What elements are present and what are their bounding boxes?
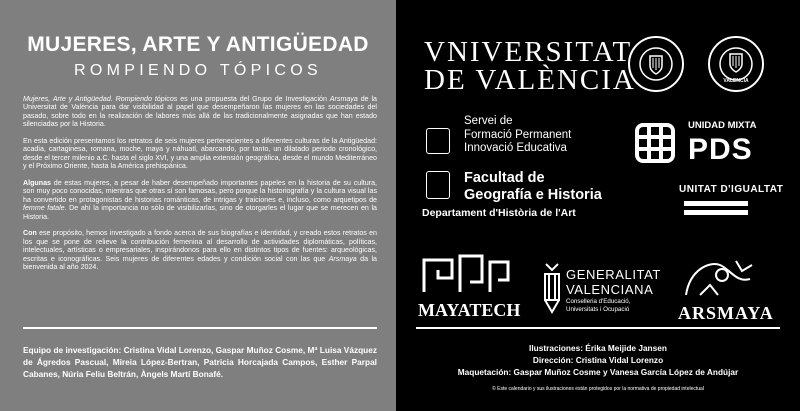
faculty-logo [464, 170, 602, 204]
credit-direction: Dirección: Cristina Vidal Lorenzo [532, 355, 664, 365]
faculty-line: Geografía e Historia [464, 187, 602, 203]
paragraph-3 [23, 179, 377, 221]
unitat-igualtat-logo: UNITAT D'IGUALTAT [679, 184, 784, 195]
faculty-icon [426, 171, 450, 199]
text: ese propósito, hemos investigado a fondo acerca de sus biografías e identidad, y creado estos retratos en los que se pone de relieve la contribución femenina al desarrollo de actividades diplomáticas, políticas, intelectuales, artísticas o empresariales, inspirándonos para ello en distintos tipos de fuentes: arqueológicas, escritas e iconográficas. Seis mujeres de diferentes edades y condición social con las que [23, 229, 377, 263]
divider [23, 327, 377, 329]
text: da la bienvenida al año 2024. [23, 254, 377, 272]
italic-text: femme fatale [23, 204, 65, 213]
paragraph-1 [23, 95, 377, 129]
generalitat-emblem-icon [542, 262, 562, 319]
copyright-icon: © [492, 386, 498, 392]
subtitle: ROMPIENDO TÓPICOS [74, 62, 322, 79]
credit-layout: Maquetación: Gaspar Muñoz Cosme y Vanesa García López de Andújar [457, 367, 739, 377]
universitat-logo-line1: VNIVERSITAT [424, 36, 633, 68]
pds-knot-icon [632, 120, 678, 171]
faculty-line: Facultad de [464, 170, 545, 186]
italic-text: Arsmaya [328, 254, 357, 263]
mayatech-logo: MAYATECH [418, 300, 521, 320]
conselleria-line: Conselleria d'Educació, [566, 298, 631, 305]
generalitat-logo [566, 267, 661, 297]
right-panel [396, 0, 800, 411]
divider [416, 327, 780, 329]
copyright-notice [396, 386, 800, 392]
text: de estas mujeres, a pesar de haber desempeñado importantes papeles en la historia de su cultura, son muy poco conocidas, mientras que otras sí son famosas, pero porque la historiografía y la cultura visual las ha convertido en protagonistas de historias románticas, de intrigas y traiciones e, incluso, como arquetipos de [23, 179, 377, 204]
pds-heading: UNIDAD MIXTA [688, 120, 757, 131]
pds-logo: PDS [688, 133, 753, 166]
arsmaya-figure-icon [680, 255, 760, 306]
paragraph-2: En esta edición presentamos los retratos de seis mujeres pertenecientes a diferentes culturas de la Antigüedad: acadia, cartaginesa, romana, moche, maya y náhuatl, abarcando, por tanto, un dilatado periodo cronológico, desde el tercer milenio a.C. hasta el siglo XVI, y una amplia extensión geográfica, desde el mundo Mediterráneo y el Próximo Oriente, hasta la América prehispánica. [23, 137, 377, 171]
conselleria-name [566, 298, 630, 313]
equal-bar [684, 201, 748, 206]
mayatech-glyph-icon [420, 252, 512, 301]
research-team: Equipo de investigación: Cristina Vidal Lorenzo, Gaspar Muñoz Cosme, Mª Luisa Vázquez de Ágredos Pascual, Mireia López-Bertran, Patricia Horcajada Campos, Esther Parpal Cabanes, Núria Feliu Beltrán, Àngels Martí Bonafé. [23, 345, 377, 379]
text: es una propuesta del Grupo de Investigación [177, 95, 330, 103]
seal-2-icon [708, 36, 764, 92]
arsmaya-logo: ARSMAYA [678, 303, 774, 323]
credit-illustrations: Ilustraciones: Érika Meijide Jansen [529, 343, 667, 353]
bold-text: Algunas [23, 179, 51, 188]
main-title: MUJERES, ARTE Y ANTIGÜEDAD [27, 33, 369, 56]
sfpie-line: Formació Permanent [464, 128, 572, 141]
seal-2-label: VALENCIA [723, 78, 749, 84]
equal-bar [684, 210, 748, 215]
italic-text: Arsmaya [329, 95, 358, 103]
intro-text [23, 95, 377, 280]
generalitat-line: GENERALITAT [566, 267, 661, 282]
left-panel [0, 0, 396, 411]
sfpie-line: Innovació Educativa [464, 142, 567, 154]
sfpie-logo [464, 115, 571, 156]
credits [396, 342, 800, 378]
text: . De ahí la importancia no sólo de visibilizarlas, sino de otorgarles el lugar que se merecen en la Historia. [23, 204, 377, 221]
seal-1-icon [628, 36, 684, 92]
sfpie-line: Servei de [464, 115, 513, 127]
bold-text: Con [23, 229, 37, 238]
italic-text: Mujeres, Arte y Antigüedad. Rompiendo tópicos [23, 95, 178, 103]
paragraph-4 [23, 229, 377, 271]
universitat-logo-line2: DE VALÈNCIA [424, 64, 636, 96]
department-name: Departament d'Història de l'Art [422, 207, 576, 219]
conselleria-line: Universitats i Ocupació [566, 305, 630, 313]
generalitat-line: VALENCIANA [566, 282, 654, 297]
copyright-text: Este calendario y sus ilustraciones están protegidos por la normativa de propiedad intelectual [497, 386, 704, 392]
sfpie-icon [426, 128, 450, 154]
text: de la Universitat de València para dar visibilidad al papel que desempeñaron las mujeres en las sociedades del pasado, sobre todo en la realización de labores más allá de las tradicionalmente asignadas que han estado silenciadas por la Historia. [23, 95, 377, 129]
